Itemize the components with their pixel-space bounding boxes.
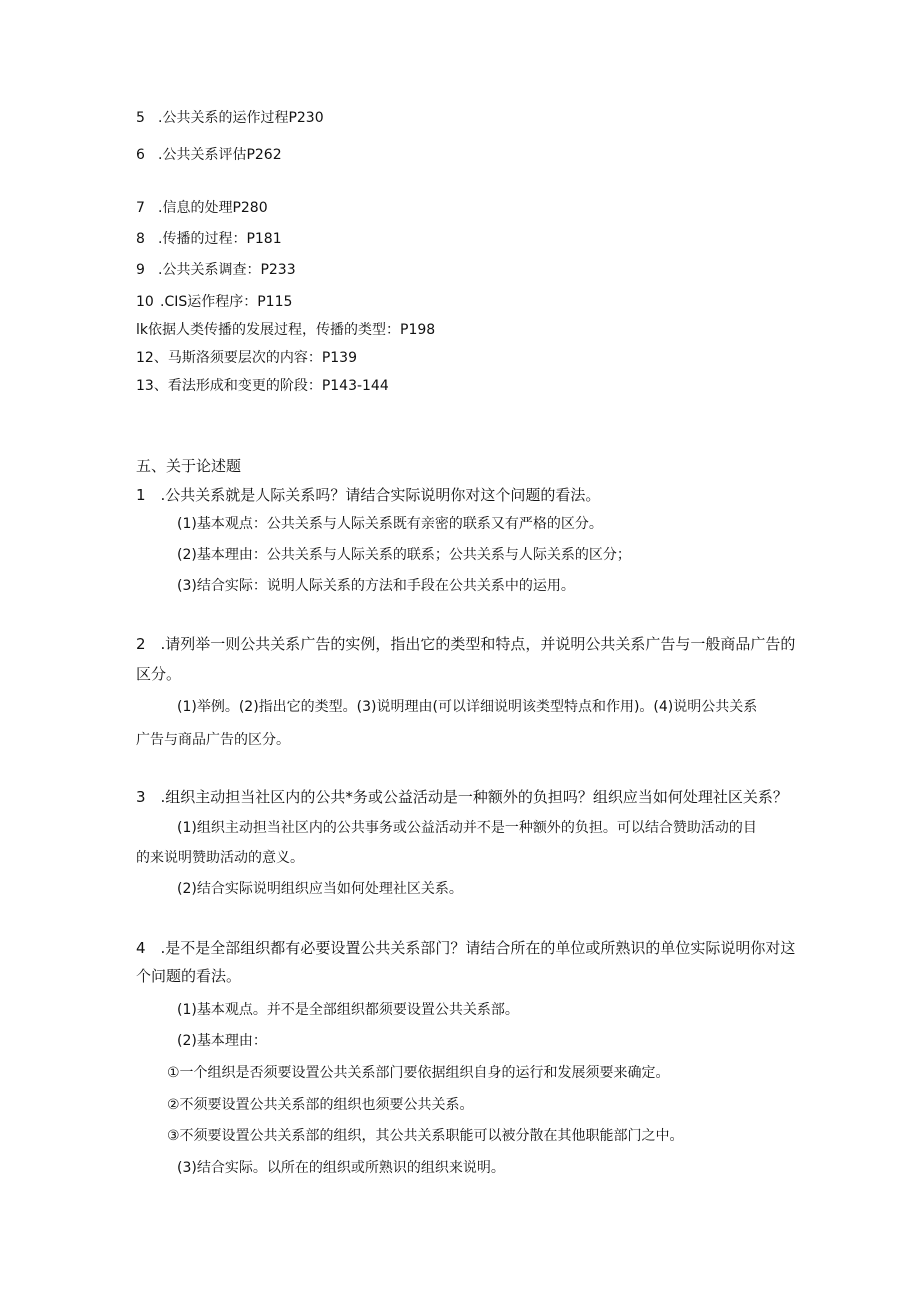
q3-answer-1-line-1: (1)组织主动担当社区内的公共事务或公益活动并不是一种额外的负担。可以结合赞助活动的目 <box>177 820 757 836</box>
list-item-number: 6 <box>136 147 145 163</box>
list-item <box>136 145 282 165</box>
list-item-number: 9 <box>136 262 145 278</box>
list-item <box>136 348 357 368</box>
list-item <box>136 108 324 128</box>
list-item-number: 10 <box>136 294 154 310</box>
list-item-number: 8 <box>136 231 145 247</box>
question-2-line-1: 2 .请列举一则公共关系广告的实例，指出它的类型和特点，并说明公共关系广告与一般商品广告的 <box>136 635 796 653</box>
list-item-number: 7 <box>136 200 145 216</box>
list-item-text: .公共关系调查：P233 <box>158 262 296 278</box>
list-item-text: .公共关系的运作过程P230 <box>158 110 324 126</box>
list-item-text: .公共关系评估P262 <box>158 147 282 163</box>
list-item <box>136 292 292 312</box>
q4-reason-2: ②不须要设置公共关系部的组织也须要公共关系。 <box>167 1097 474 1113</box>
q4-answer-3: (3)结合实际。以所在的组织或所熟识的组织来说明。 <box>177 1160 505 1176</box>
question-1: 1 .公共关系就是人际关系吗？请结合实际说明你对这个问题的看法。 <box>136 486 601 504</box>
list-item <box>136 376 389 396</box>
list-item-text: .传播的过程：P181 <box>158 231 282 247</box>
q1-answer-3: (3)结合实际：说明人际关系的方法和手段在公共关系中的运用。 <box>177 578 575 594</box>
question-2-line-2: 区分。 <box>136 665 182 683</box>
q1-answer-2: (2)基本理由：公共关系与人际关系的联系；公共关系与人际关系的区分； <box>177 547 631 563</box>
q2-answer-line-1: (1)举例。(2)指出它的类型。(3)说明理由(可以详细说明该类型特点和作用)。(4)说明公共关系 <box>177 699 758 715</box>
q4-reason-3: ③不须要设置公共关系部的组织，其公共关系职能可以被分散在其他职能部门之中。 <box>167 1128 684 1144</box>
list-item-number: 5 <box>136 110 145 126</box>
q4-answer-1: (1)基本观点。并不是全部组织都须要设置公共关系部。 <box>177 1002 519 1018</box>
list-item-text: 12、马斯洛须要层次的内容：P139 <box>136 350 357 366</box>
list-item <box>136 260 296 280</box>
list-item-text: 13、看法形成和变更的阶段：P143-144 <box>136 378 389 394</box>
question-4-line-1: 4 .是不是全部组织都有必要设置公共关系部门？请结合所在的单位或所熟识的单位实际说明你对这 <box>136 939 796 957</box>
q4-reason-1: ①一个组织是否须要设置公共关系部门要依据组织自身的运行和发展须要来确定。 <box>167 1065 670 1081</box>
q2-answer-line-2: 广告与商品广告的区分。 <box>136 732 290 748</box>
q4-answer-2: (2)基本理由： <box>177 1033 267 1049</box>
question-3: 3 .组织主动担当社区内的公共*务或公益活动是一种额外的负担吗？组织应当如何处理社区关系？ <box>136 788 788 806</box>
q3-answer-2: (2)结合实际说明组织应当如何处理社区关系。 <box>177 881 463 897</box>
q1-answer-1: (1)基本观点：公共关系与人际关系既有亲密的联系又有严格的区分。 <box>177 516 603 532</box>
list-item <box>136 198 268 218</box>
list-item-text: .信息的处理P280 <box>158 200 268 216</box>
list-item-text: .CIS运作程序：P115 <box>160 294 293 310</box>
section-heading: 五、关于论述题 <box>136 457 242 475</box>
question-4-line-2: 个问题的看法。 <box>136 967 242 985</box>
q3-answer-1-line-2: 的来说明赞助活动的意义。 <box>136 850 304 866</box>
list-item <box>136 320 435 340</box>
list-item <box>136 229 282 249</box>
list-item-text: lk依据人类传播的发展过程，传播的类型：P198 <box>136 322 436 338</box>
